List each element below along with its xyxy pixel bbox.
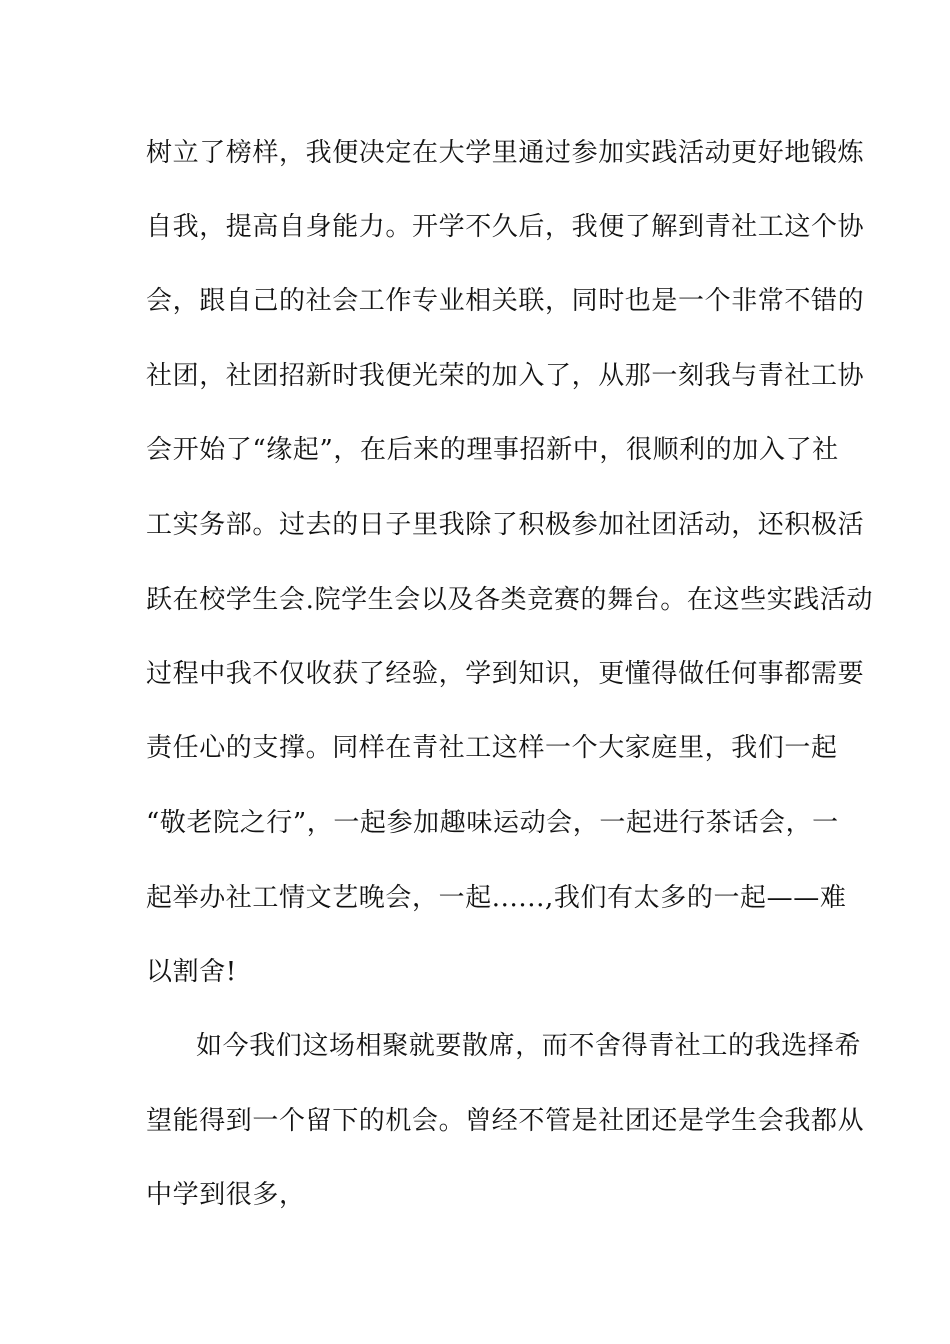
paragraph-1-line-9: 责任心的支撑。同样在青社工这样一个大家庭里，我们一起	[146, 733, 838, 763]
paragraph-1-line-3: 会，跟自己的社会工作专业相关联，同时也是一个非常不错的	[146, 286, 865, 316]
paragraph-1-line-6: 工实务部。过去的日子里我除了积极参加社团活动，还积极活	[146, 510, 865, 540]
paragraph-1-line-5: 会开始了“缘起”，在后来的理事招新中，很顺利的加入了社	[146, 435, 839, 465]
paragraph-1-line-1: 树立了榜样，我便决定在大学里通过参加实践活动更好地锻炼	[146, 138, 865, 168]
paragraph-1-line-12: 以割舍!	[146, 957, 237, 987]
paragraph-1-line-8: 过程中我不仅收获了经验，学到知识，更懂得做任何事都需要	[146, 659, 865, 689]
paragraph-1-line-7: 跃在校学生会.院学生会以及各类竞赛的舞台。在这些实践活动	[146, 585, 874, 615]
paragraph-2-line-2: 望能得到一个留下的机会。曾经不管是社团还是学生会我都从	[146, 1106, 865, 1136]
paragraph-1-line-10: “敬老院之行”，一起参加趣味运动会，一起进行茶话会，一	[146, 808, 839, 838]
paragraph-1-line-2: 自我，提高自身能力。开学不久后，我便了解到青社工这个协	[146, 212, 865, 242]
paragraph-2-line-3: 中学到很多，	[146, 1180, 306, 1210]
paragraph-2-line-1: 如今我们这场相聚就要散席，而不舍得青社工的我选择希	[196, 1031, 862, 1061]
paragraph-1-line-4: 社团，社团招新时我便光荣的加入了，从那一刻我与青社工协	[146, 361, 865, 391]
paragraph-1-line-11: 起举办社工情文艺晚会，一起......,我们有太多的一起——难	[146, 883, 847, 913]
